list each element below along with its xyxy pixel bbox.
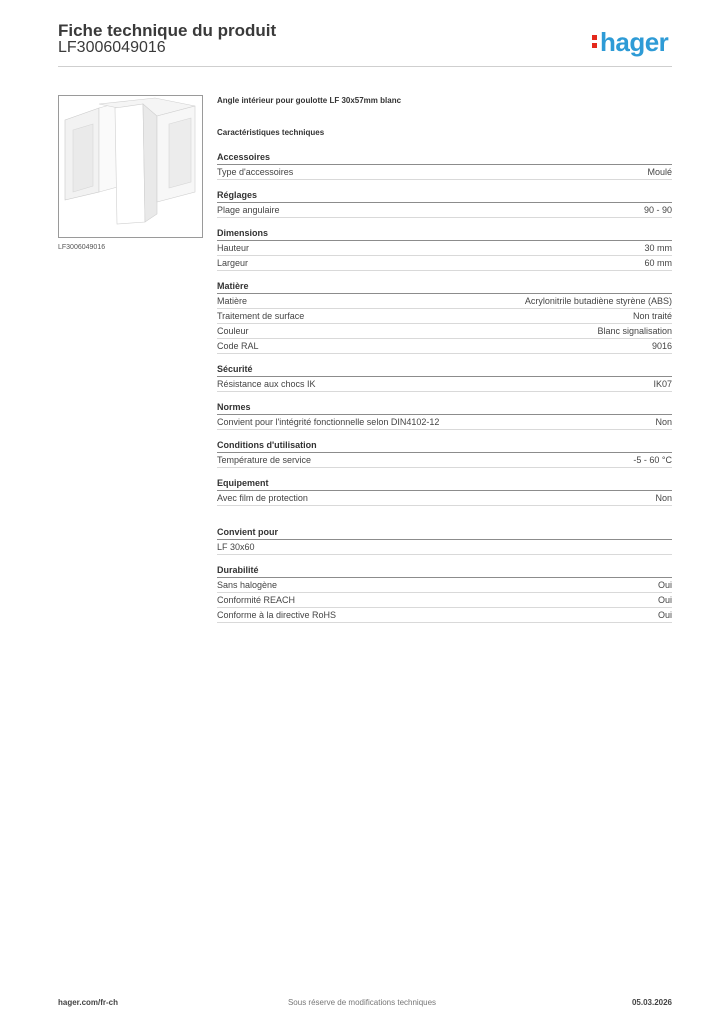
spec-section	[217, 526, 672, 555]
spec-row	[217, 593, 672, 608]
section-title: Dimensions	[217, 227, 672, 241]
spec-value: Non traité	[632, 311, 672, 321]
spec-section	[217, 564, 672, 623]
spec-row	[217, 294, 672, 309]
spec-section	[217, 401, 672, 430]
spec-label: Résistance aux chocs IK	[217, 379, 316, 389]
spec-label: Avec film de protection	[217, 493, 308, 503]
section-title: Convient pour	[217, 526, 672, 540]
spec-row	[217, 256, 672, 271]
spec-row	[217, 309, 672, 324]
spec-label: Type d'accessoires	[217, 167, 294, 177]
spec-content	[217, 94, 672, 632]
spec-label: LF 30x60	[217, 542, 255, 552]
spec-label: Plage angulaire	[217, 205, 280, 215]
spec-section	[217, 363, 672, 392]
spec-value: Moulé	[647, 167, 672, 177]
hager-logo[interactable]	[592, 27, 668, 57]
characteristics-heading: Caractéristiques techniques	[217, 128, 325, 137]
section-title: Matière	[217, 280, 672, 294]
footer-date: 05.03.2026	[631, 998, 672, 1007]
spec-label: Traitement de surface	[217, 311, 305, 321]
spec-row	[217, 324, 672, 339]
section-title: Durabilité	[217, 564, 672, 578]
section-title: Conditions d'utilisation	[217, 439, 672, 453]
spec-value: IK07	[653, 379, 672, 389]
spec-value: Acrylonitrile butadiène styrène (ABS)	[524, 296, 672, 306]
logo-dots-icon	[592, 32, 598, 50]
brand-name: hager	[600, 27, 669, 57]
spec-label: Code RAL	[217, 341, 259, 351]
section-title: Equipement	[217, 477, 672, 491]
spec-row	[217, 415, 672, 430]
section-title: Normes	[217, 401, 672, 415]
spec-section	[217, 439, 672, 468]
spec-label: Conforme à la directive RoHS	[217, 610, 337, 620]
header-divider	[58, 66, 672, 67]
image-caption: LF3006049016	[58, 244, 106, 251]
spec-row	[217, 339, 672, 354]
spec-value: -5 - 60 °C	[633, 455, 672, 465]
spec-value: Oui	[657, 595, 672, 605]
spec-label: Matière	[217, 296, 248, 306]
spec-section	[217, 151, 672, 180]
product-reference: LF3006049016	[58, 39, 166, 56]
spec-label: Hauteur	[217, 243, 250, 253]
spec-section	[217, 477, 672, 506]
spec-section	[217, 227, 672, 271]
spec-label: Conformité REACH	[217, 595, 296, 605]
spec-value: Non	[655, 417, 672, 427]
spec-row	[217, 578, 672, 593]
spec-value: 30 mm	[644, 243, 672, 253]
spec-label: Température de service	[217, 455, 312, 465]
product-title: Angle intérieur pour goulotte LF 30x57mm blanc	[217, 96, 402, 105]
spec-label: Convient pour l'intégrité fonctionnelle selon DIN4102-12	[217, 417, 440, 427]
section-title: Accessoires	[217, 151, 672, 165]
spec-label: Couleur	[217, 326, 249, 336]
spec-sections	[217, 151, 672, 623]
spec-value: Oui	[657, 580, 672, 590]
spec-row	[217, 241, 672, 256]
footer-disclaimer: Sous réserve de modifications techniques	[287, 998, 437, 1007]
spec-value: Non	[655, 493, 672, 503]
spec-row	[217, 203, 672, 218]
spec-value: 60 mm	[644, 258, 672, 268]
spec-row	[217, 453, 672, 468]
spec-value: 90 - 90	[643, 205, 672, 215]
spec-section	[217, 189, 672, 218]
spec-value: Oui	[657, 610, 672, 620]
footer-website[interactable]: hager.com/fr-ch	[58, 998, 119, 1007]
spec-value: 9016	[651, 341, 672, 351]
spec-row	[217, 491, 672, 506]
product-image	[58, 95, 203, 238]
spec-value: Blanc signalisation	[597, 326, 672, 336]
page-title: Fiche technique du produit	[58, 21, 277, 40]
spec-row	[217, 608, 672, 623]
spec-row	[217, 165, 672, 180]
spec-label: Largeur	[217, 258, 249, 268]
section-title: Sécurité	[217, 363, 672, 377]
spec-row	[217, 540, 672, 555]
spec-row	[217, 377, 672, 392]
section-title: Réglages	[217, 189, 672, 203]
spec-section	[217, 280, 672, 354]
spec-label: Sans halogène	[217, 580, 278, 590]
